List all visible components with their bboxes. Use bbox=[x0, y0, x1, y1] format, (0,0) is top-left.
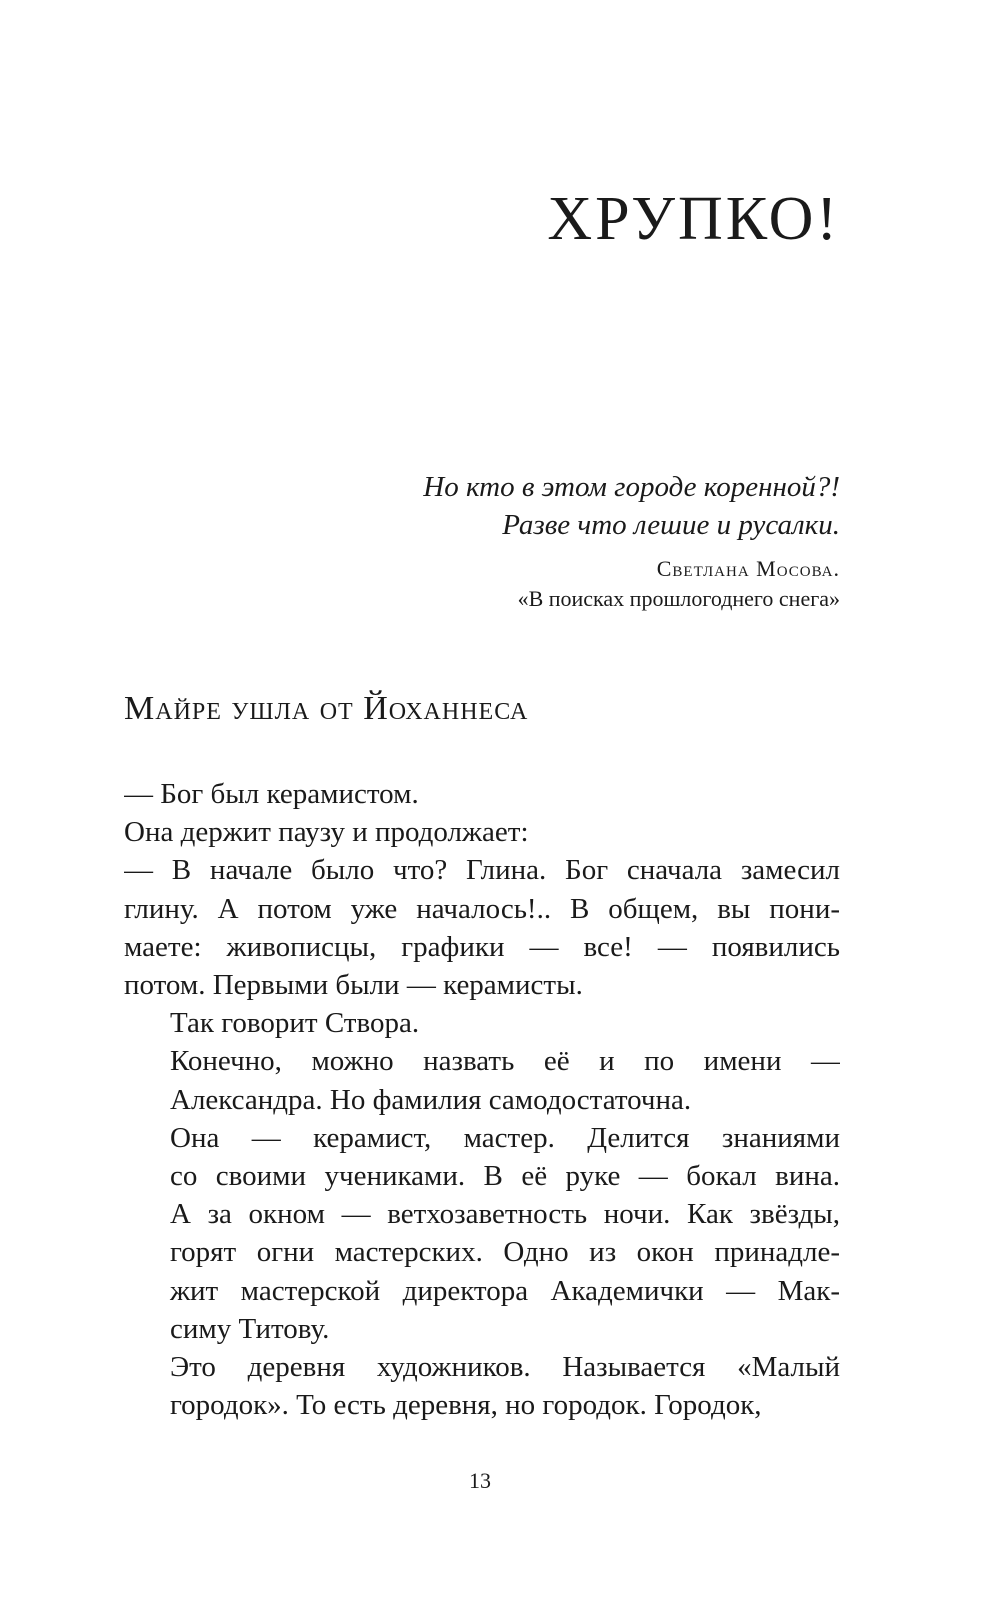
paragraph bbox=[124, 1119, 840, 1348]
chapter-title: ХРУПКО! bbox=[547, 185, 840, 253]
epigraph-line: Но кто в этом городе коренной?! bbox=[423, 471, 840, 503]
epigraph-source: «В поисках прошлогоднего снега» bbox=[517, 586, 840, 611]
text-line: потом. Первыми были — керамисты. bbox=[124, 969, 583, 1002]
text-line: симу Титову. bbox=[170, 1312, 330, 1345]
text-line: — Бог был керамистом. bbox=[124, 778, 419, 810]
text-line: Александра. Но фамилия самодостаточна. bbox=[170, 1083, 692, 1116]
paragraph bbox=[124, 813, 840, 851]
text-line: А за окном — ветхозаветность ночи. Как звёзды, bbox=[170, 1198, 840, 1231]
body-text bbox=[124, 775, 840, 1424]
text-line: маете: живописцы, графики — все! — появились bbox=[124, 930, 840, 963]
text-line: со своими учениками. В её руке — бокал вина. bbox=[170, 1160, 840, 1193]
text-line: — В начале было что? Глина. Бог сначала замесил bbox=[124, 854, 840, 887]
paragraph bbox=[124, 851, 840, 1004]
epigraph-line: Разве что лешие и русалки. bbox=[502, 509, 840, 541]
epigraph-author: Светлана Мосова. bbox=[656, 556, 840, 581]
text-line: жит мастерской директора Академички — Мак- bbox=[170, 1274, 840, 1307]
text-line: городок». То есть деревня, но городок. Городок, bbox=[170, 1389, 762, 1422]
page-number: 13 bbox=[469, 1468, 491, 1493]
section-title: Майре ушла от Йоханнеса bbox=[124, 690, 529, 727]
paragraph bbox=[124, 775, 840, 813]
paragraph bbox=[124, 1042, 840, 1118]
paragraph bbox=[124, 1348, 840, 1424]
text-line: горят огни мастерских. Одно из окон принадле- bbox=[170, 1236, 840, 1269]
paragraph bbox=[124, 1004, 840, 1042]
text-line: Это деревня художников. Называется «Малый bbox=[170, 1351, 840, 1384]
text-line: Она держит паузу и продолжает: bbox=[124, 816, 529, 849]
text-line: Конечно, можно назвать её и по имени — bbox=[170, 1045, 840, 1078]
text-line: глину. А потом уже началось!.. В общем, вы пони- bbox=[124, 892, 840, 925]
text-line: Так говорит Створа. bbox=[170, 1007, 420, 1040]
epigraph bbox=[423, 468, 840, 614]
text-line: Она — керамист, мастер. Делится знаниями bbox=[170, 1121, 840, 1154]
